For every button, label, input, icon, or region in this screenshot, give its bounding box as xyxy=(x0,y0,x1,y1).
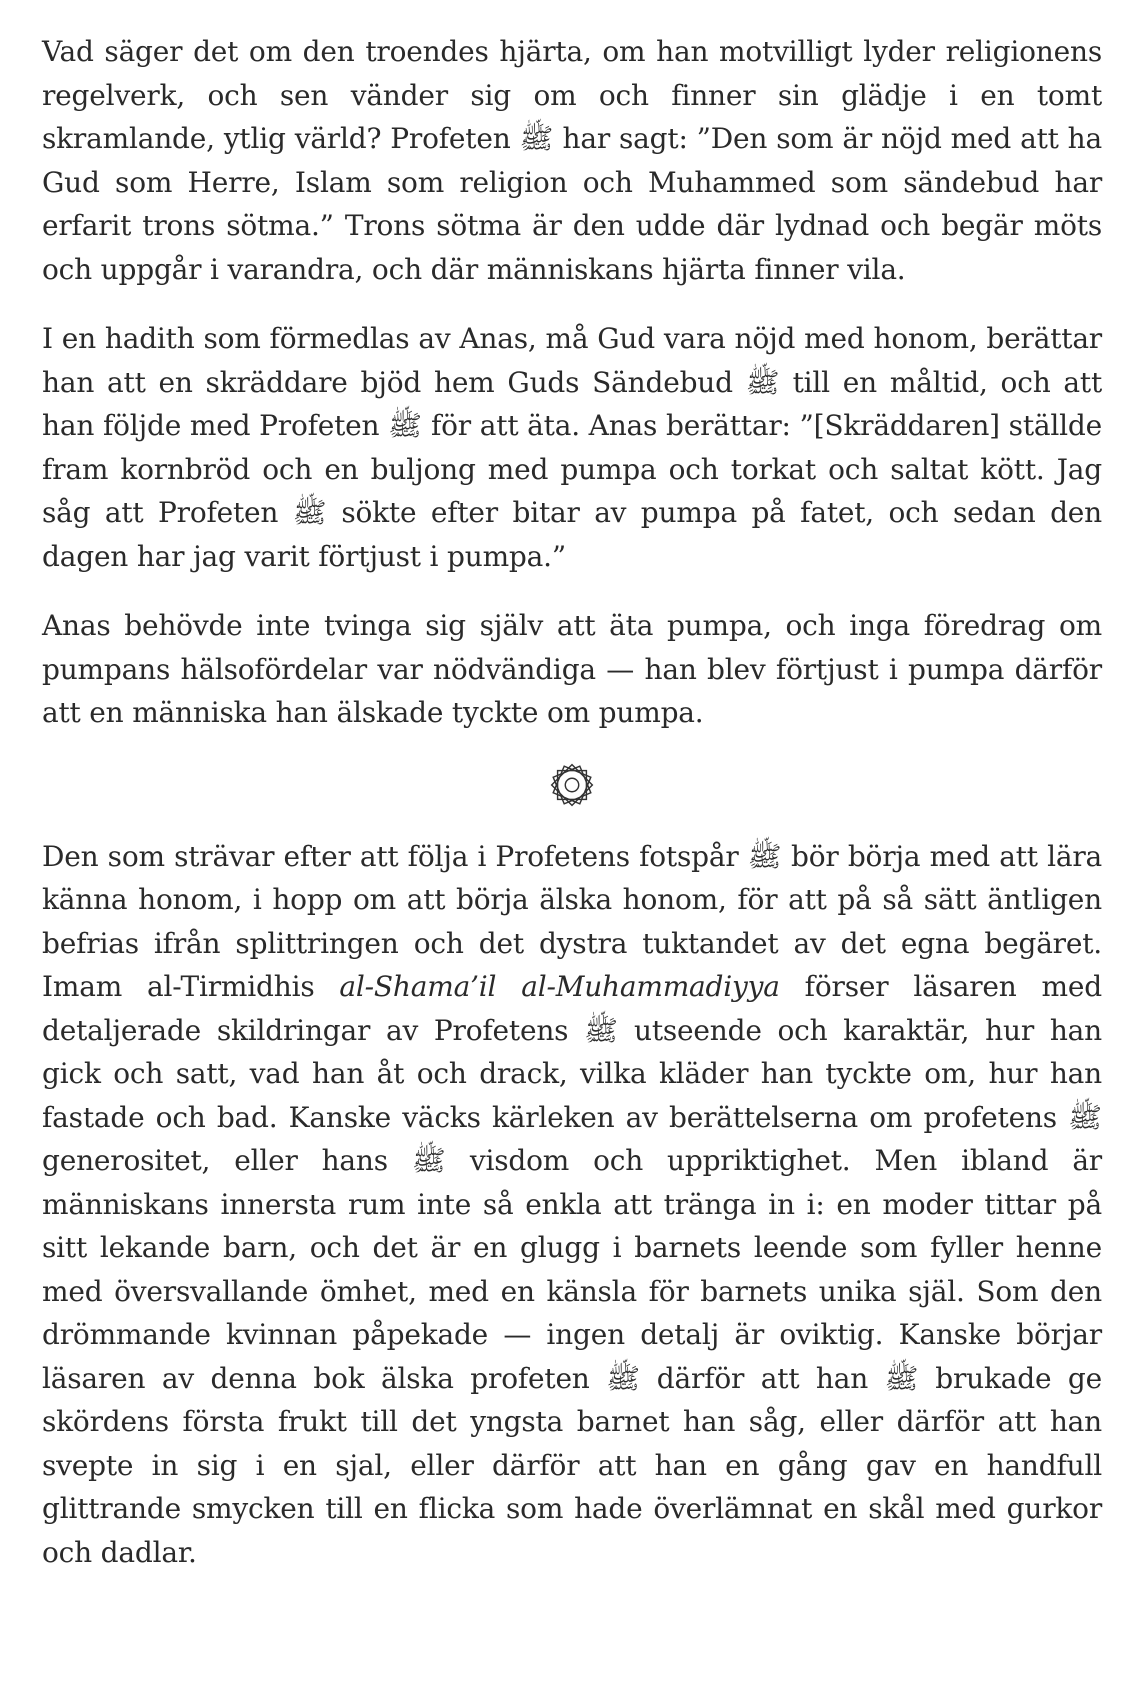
paragraph-3: Anas behövde inte tvinga sig själv att äta pumpa, och inga föredrag om pumpans hälsofördelar var nödvändiga — han blev förtjust i pumpa därför att en människa han älskade tyckte om pumpa. xyxy=(42,609,1102,729)
paragraph-4-text-start: Den som strävar efter att följa i Profetens fotspår ﷺ bör börja med att lära känna honom, i hopp om att börja älska honom, för att på så sätt äntligen befrias ifrån splittringen och det dystra tuktandet av det egna begäret. Imam al-Tirmidhis xyxy=(42,839,1103,1003)
document-page xyxy=(42,30,1102,1574)
paragraph-gap xyxy=(42,578,1102,604)
paragraph-gap xyxy=(42,291,1102,317)
paragraph-4 xyxy=(42,835,1102,1575)
paragraph-1: Vad säger det om den troendes hjärta, om han motvilligt lyder religionens regelverk, och sen vänder sig om och finner sin glädje i en tomt skramlande, ytlig värld? Profeten ﷺ har sagt: ”Den som är nöjd med att ha Gud som Herre, Islam som religion och Muhammed som sändebud har erfarit trons sötma.” Trons sötma är den udde där lydnad och begär möts och uppgår i varandra, och där människans hjärta finner vila. xyxy=(42,35,1102,286)
section-divider xyxy=(42,735,1102,835)
paragraph-4-text-end: förser läsaren med detaljerade skildringar av Profetens ﷺ utseende och karaktär, hur han gick och satt, vad han åt och drack, vilka kläder han tyckte om, hur han fastade och bad. Kanske väcks kärleken av berättelserna om profetens ﷺ generositet, eller hans ﷺ visdom och uppriktighet. Men ibland är människans innersta rum inte så enkla att tränga in i: en moder tittar på sitt lekande barn, och det är en glugg i barnets leende som fyller henne med översvallande ömhet, med en känsla för barnets unika själ. Som den drömmande kvinnan påpekade — ingen detalj är oviktig. Kanske börjar läsaren av denna bok älska profeten ﷺ därför att han ﷺ brukade ge skördens första frukt till det yngsta barnet han såg, eller därför att han svepte in sig i en sjal, eller därför att han en gång gav en handfull glittrande smycken till en flicka som hade överlämnat en skål med gurkor och dadlar. xyxy=(42,970,1102,1569)
book-title: al-Shama’il al-Muhammadiyya xyxy=(339,970,780,1003)
paragraph-2: I en hadith som förmedlas av Anas, må Gud vara nöjd med honom, berättar han att en skräddare bjöd hem Guds Sändebud ﷺ till en måltid, och att han följde med Profeten ﷺ för att äta. Anas berättar: ”[Skräddaren] ställde fram kornbröd och en buljong med pumpa och torkat och saltat kött. Jag såg att Profeten ﷺ sökte efter bitar av pumpa på fatet, och sedan den dagen har jag varit förtjust i pumpa.” xyxy=(42,322,1102,573)
geometric-rosette-ornament-icon xyxy=(548,761,596,809)
